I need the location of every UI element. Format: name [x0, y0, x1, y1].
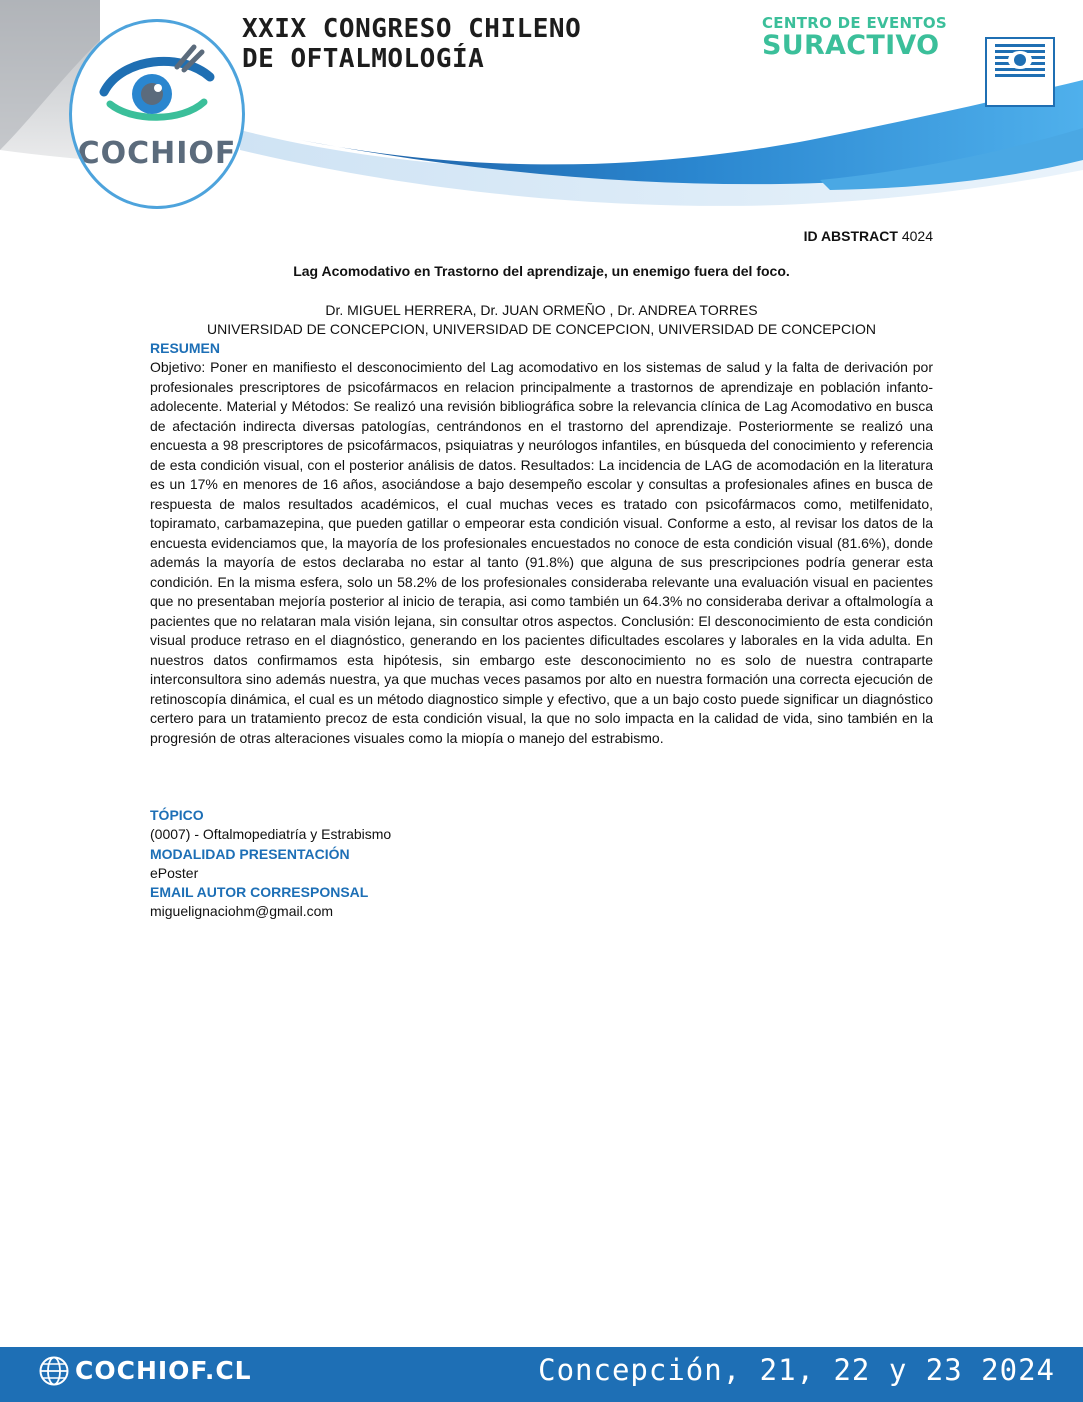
footer-website: COCHIOF.CL [75, 1356, 252, 1385]
topico-value: (0007) - Oftalmopediatría y Estrabismo [150, 826, 392, 842]
authors-line: Dr. MIGUEL HERRERA, Dr. JUAN ORMEÑO , Dr. ANDREA TORRES [325, 302, 758, 318]
modalidad-heading: MODALIDAD PRESENTACIÓN [150, 845, 350, 862]
email-heading: EMAIL AUTOR CORRESPONSAL [150, 884, 369, 900]
footer-bar [0, 1347, 1083, 1402]
author-block [150, 301, 933, 339]
resumen-text: Objetivo: Poner en manifiesto el desconocimiento del Lag acomodativo en los sistemas de salud y la falta de derivación por profesionales prescriptores de psicofármacos en relacion principalmente a trastornos de aprendizaje en población infanto-adolecente. Material y Métodos: Se realizó una revisión bibliográfica sobre la relevancia clínica de Lag Acomodativo en busca de afectación indirecta diversas patologías, centrándonos en el trastorno del aprendizaje. Posteriormente se realizó una encuesta a 98 prescriptores de psicofármacos, psiquiatras y neurólogos infantiles, en búsqueda del conocimiento y referencia de esta condición visual, con el posterior análisis de datos. Resultados: La incidencia de LAG de acomodación en la literatura es un 17% en menores de 16 años, asociándose a bajo desempeño escolar y consultas a profesionales afines en busca de respuesta de malos resultados académicos, el cual muchas veces es tratado con psicofármacos como, metilfenidato, topiramato, carbamazepina, que pueden gatillar o empeorar esta condición visual. Conforme a esto, al revisar los datos de la encuesta evidenciamos que, la mayoría de los profesionales encuestados no conoce de esta condición visual (81.6%), donde además la mayoría de estos declaraba no estar al tanto (91.8%) que alguna de sus prescripciones podría generar esta condición. En la misma esfera, solo un 58.2% de los profesionales consideraba relevante una evaluación visual en pacientes que no presentaban mejoría posterior al inicio de terapia, asi como también un 64.3% no consideraba derivar a oftalmología a pacientes que no relataran mala visión lejana, sin consultar otros aspectos. Conclusión: El desconocimiento de esta condición visual produce retraso en el diagnóstico, generando en los pacientes dificultades escolares y laborales en la vida adulta. En nuestros datos confirmamos esta hipótesis, sin embargo este desconocimiento no es solo de nuestra contraparte interconsultora sino además nuestra, ya que muchas veces pasamos por alto en nuestra formación una correcta ejecución de retinoscopía dinámica, el cual es un método diagnostico simple y efectivo, que a un bajo costo puede significar un diagnóstico certero para un tratamiento precoz de esta condición visual, la que no solo impacta en la calidad de vida, sino también en la progresión de otras alteraciones visuales como la miopía o manejo del estrabismo. [150, 359, 933, 746]
resumen-heading: RESUMEN [150, 340, 221, 356]
abstract-id [804, 228, 933, 244]
resumen-section [150, 339, 933, 748]
society-logo [985, 37, 1055, 107]
venue-logo-line1: CENTRO DE EVENTOS [762, 14, 948, 32]
metadata-section [150, 806, 933, 922]
cochiof-eye-icon [72, 22, 242, 142]
venue-logo-line2: SURACTIVO [762, 30, 940, 61]
email-value: miguelignaciohm@gmail.com [150, 903, 334, 919]
abstract-id-label: ID ABSTRACT [803, 228, 898, 244]
abstract-id-value: 4024 [901, 228, 933, 244]
modalidad-value: ePoster [150, 864, 199, 881]
topico-heading: TÓPICO [150, 807, 204, 823]
society-eye-icon [987, 39, 1053, 83]
venue-logo [762, 16, 947, 59]
cochiof-logo-text: COCHIOF [77, 136, 237, 171]
affiliations-line: UNIVERSIDAD DE CONCEPCION, UNIVERSIDAD DE CONCEPCION, UNIVERSIDAD DE CONCEPCION [207, 321, 876, 337]
cochiof-logo [72, 22, 242, 206]
congress-title-line2: DE OFTALMOLOGÍA [242, 44, 485, 74]
congress-title [242, 14, 581, 74]
congress-title-line1: XXIX CONGRESO CHILENO [242, 14, 582, 44]
globe-icon [38, 1355, 70, 1387]
header-banner [0, 0, 1083, 230]
footer-dates: Concepción, 21, 22 y 23 2024 [538, 1353, 1055, 1387]
abstract-title: Lag Acomodativo en Trastorno del aprendizaje, un enemigo fuera del foco. [293, 263, 790, 279]
